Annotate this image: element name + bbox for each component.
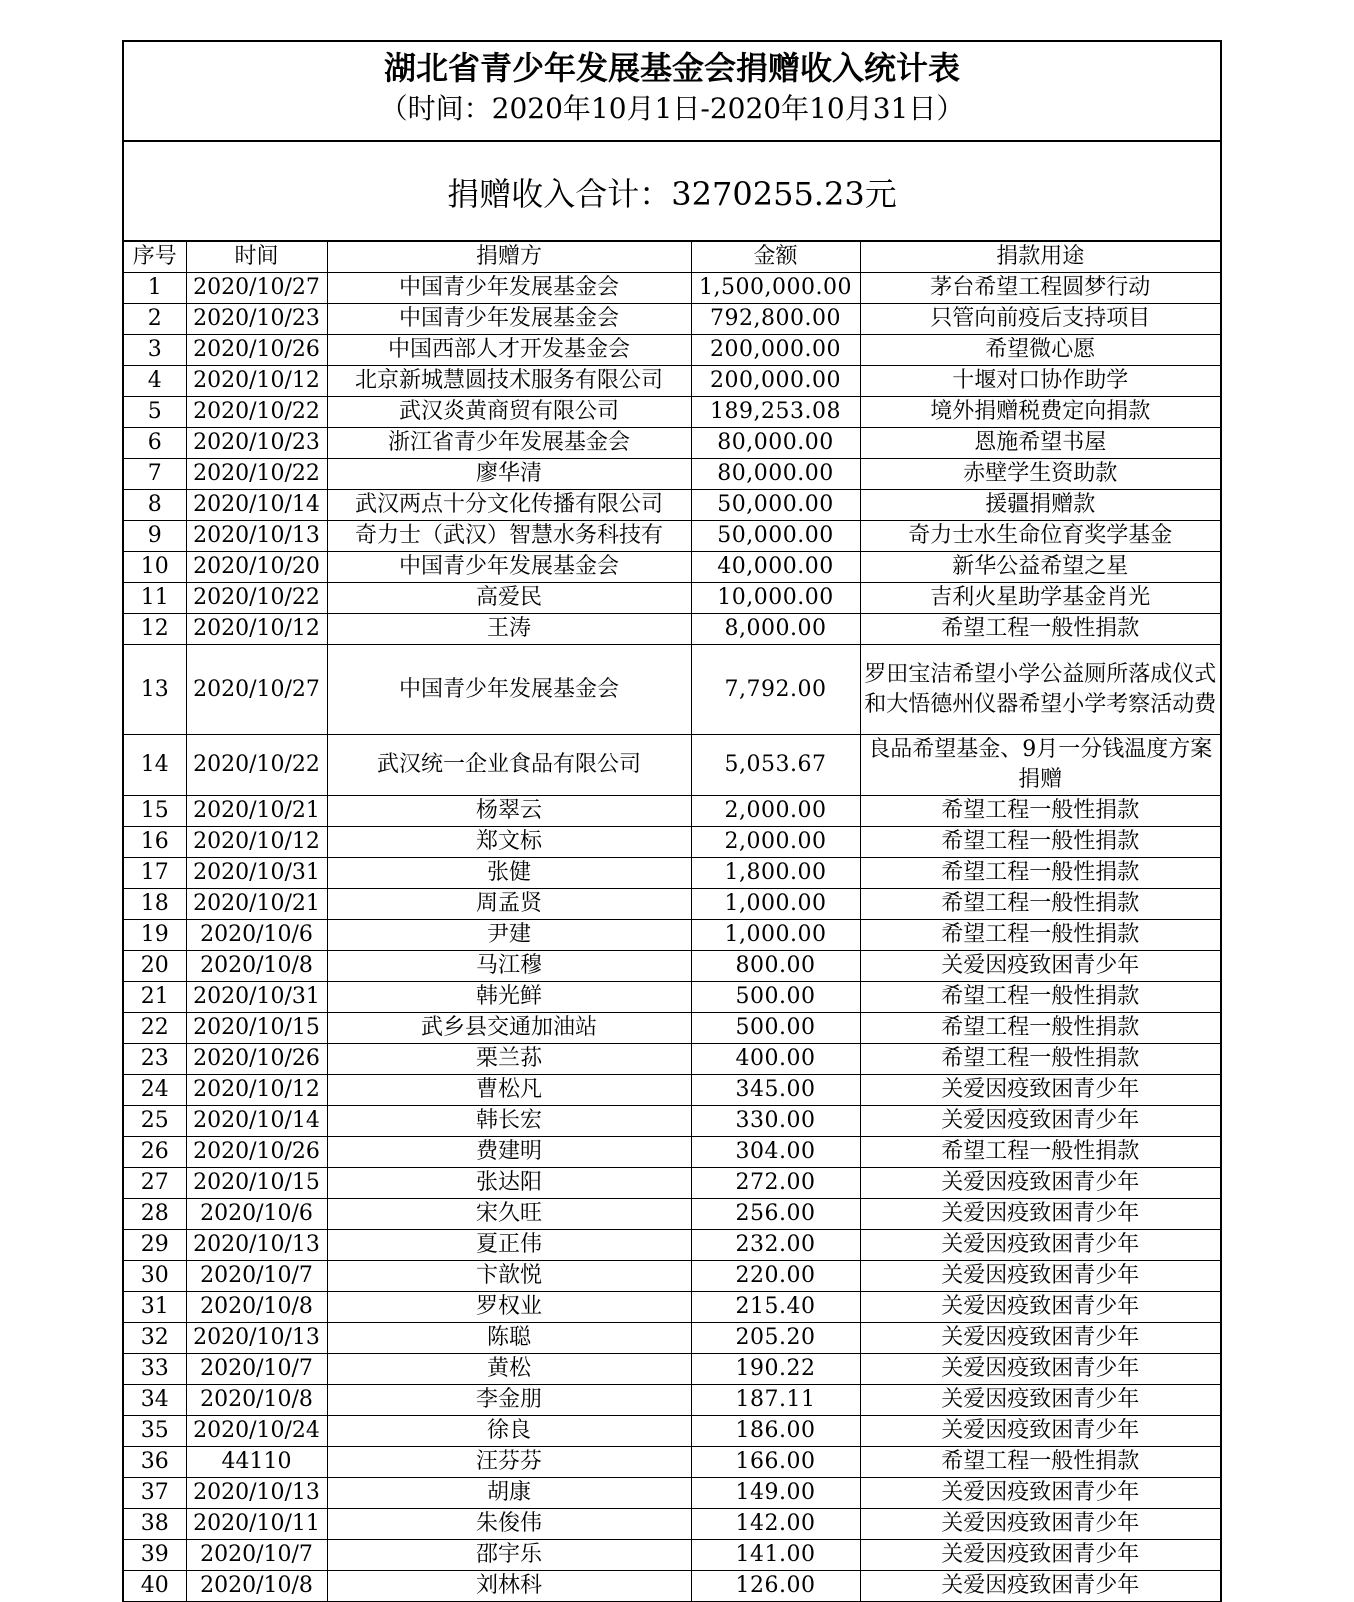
- date-cell: 2020/10/12: [186, 366, 327, 397]
- row-number-cell: 35: [124, 1416, 186, 1447]
- purpose-cell: 关爱因疫致困青少年: [860, 1230, 1220, 1261]
- date-cell: 2020/10/8: [186, 1292, 327, 1323]
- donor-cell: 中国青少年发展基金会: [327, 304, 691, 335]
- amount-cell: 8,000.00: [691, 614, 860, 645]
- row-number-cell: 38: [124, 1509, 186, 1540]
- row-number-cell: 5: [124, 397, 186, 428]
- amount-cell: 189,253.08: [691, 397, 860, 428]
- amount-cell: 304.00: [691, 1137, 860, 1168]
- amount-cell: 345.00: [691, 1075, 860, 1106]
- column-header-date: 时间: [186, 242, 327, 273]
- date-cell: 2020/10/12: [186, 614, 327, 645]
- table-row: [124, 1416, 1220, 1447]
- table-row: [124, 951, 1220, 982]
- row-number-cell: 19: [124, 920, 186, 951]
- purpose-cell: 境外捐赠税费定向捐款: [860, 397, 1220, 428]
- donor-cell: 张达阳: [327, 1168, 691, 1199]
- donor-cell: 浙江省青少年发展基金会: [327, 428, 691, 459]
- row-number-cell: 29: [124, 1230, 186, 1261]
- date-cell: 2020/10/26: [186, 1044, 327, 1075]
- donor-cell: 夏正伟: [327, 1230, 691, 1261]
- title-block: [124, 42, 1220, 142]
- row-number-cell: 12: [124, 614, 186, 645]
- date-cell: 2020/10/13: [186, 1230, 327, 1261]
- table-row: [124, 273, 1220, 304]
- row-number-cell: 6: [124, 428, 186, 459]
- amount-cell: 126.00: [691, 1571, 860, 1602]
- donor-cell: 陈聪: [327, 1323, 691, 1354]
- date-range: （时间：2020年10月1日-2020年10月31日）: [379, 92, 965, 125]
- table-row: [124, 490, 1220, 521]
- amount-cell: 142.00: [691, 1509, 860, 1540]
- row-number-cell: 30: [124, 1261, 186, 1292]
- row-number-cell: 10: [124, 552, 186, 583]
- row-number-cell: 16: [124, 827, 186, 858]
- donor-cell: 周孟贤: [327, 889, 691, 920]
- date-cell: 44110: [186, 1447, 327, 1478]
- amount-cell: 400.00: [691, 1044, 860, 1075]
- donor-cell: 中国青少年发展基金会: [327, 552, 691, 583]
- donor-cell: 徐良: [327, 1416, 691, 1447]
- donor-cell: 卞歆悦: [327, 1261, 691, 1292]
- amount-cell: 205.20: [691, 1323, 860, 1354]
- row-number-cell: 26: [124, 1137, 186, 1168]
- amount-cell: 800.00: [691, 951, 860, 982]
- date-cell: 2020/10/11: [186, 1509, 327, 1540]
- date-cell: 2020/10/12: [186, 1075, 327, 1106]
- purpose-cell: 希望微心愿: [860, 335, 1220, 366]
- table-row: [124, 1571, 1220, 1602]
- donor-cell: 韩长宏: [327, 1106, 691, 1137]
- date-cell: 2020/10/21: [186, 889, 327, 920]
- date-cell: 2020/10/6: [186, 920, 327, 951]
- purpose-cell: 关爱因疫致困青少年: [860, 1261, 1220, 1292]
- date-cell: 2020/10/15: [186, 1013, 327, 1044]
- donation-table: [124, 242, 1220, 1602]
- row-number-cell: 4: [124, 366, 186, 397]
- purpose-cell: 关爱因疫致困青少年: [860, 1323, 1220, 1354]
- row-number-cell: 13: [124, 645, 186, 735]
- purpose-cell: 十堰对口协作助学: [860, 366, 1220, 397]
- table-row: [124, 1447, 1220, 1478]
- purpose-cell: 奇力士水生命位育奖学基金: [860, 521, 1220, 552]
- row-number-cell: 11: [124, 583, 186, 614]
- row-number-cell: 9: [124, 521, 186, 552]
- date-cell: 2020/10/7: [186, 1354, 327, 1385]
- purpose-cell: 关爱因疫致困青少年: [860, 1385, 1220, 1416]
- amount-cell: 500.00: [691, 982, 860, 1013]
- table-row: [124, 645, 1220, 735]
- amount-cell: 40,000.00: [691, 552, 860, 583]
- donor-cell: 韩光鲜: [327, 982, 691, 1013]
- donor-cell: 李金朋: [327, 1385, 691, 1416]
- donor-cell: 汪芬芬: [327, 1447, 691, 1478]
- row-number-cell: 39: [124, 1540, 186, 1571]
- date-cell: 2020/10/20: [186, 552, 327, 583]
- amount-cell: 1,000.00: [691, 920, 860, 951]
- amount-cell: 256.00: [691, 1199, 860, 1230]
- table-row: [124, 1261, 1220, 1292]
- row-number-cell: 22: [124, 1013, 186, 1044]
- donor-cell: 北京新城慧圆技术服务有限公司: [327, 366, 691, 397]
- row-number-cell: 20: [124, 951, 186, 982]
- purpose-cell: 关爱因疫致困青少年: [860, 1106, 1220, 1137]
- table-row: [124, 1292, 1220, 1323]
- donor-cell: 马江穆: [327, 951, 691, 982]
- page-title: 湖北省青少年发展基金会捐赠收入统计表: [383, 49, 960, 87]
- donor-cell: 奇力士（武汉）智慧水务科技有: [327, 521, 691, 552]
- table-row: [124, 858, 1220, 889]
- table-row: [124, 1230, 1220, 1261]
- table-row: [124, 889, 1220, 920]
- date-cell: 2020/10/23: [186, 304, 327, 335]
- amount-cell: 1,000.00: [691, 889, 860, 920]
- row-number-cell: 8: [124, 490, 186, 521]
- donor-cell: 栗兰荪: [327, 1044, 691, 1075]
- table-row: [124, 1509, 1220, 1540]
- row-number-cell: 3: [124, 335, 186, 366]
- purpose-cell: 吉利火星助学基金肖光: [860, 583, 1220, 614]
- date-cell: 2020/10/7: [186, 1261, 327, 1292]
- row-number-cell: 14: [124, 735, 186, 796]
- purpose-cell: 关爱因疫致困青少年: [860, 1540, 1220, 1571]
- purpose-cell: 希望工程一般性捐款: [860, 889, 1220, 920]
- donor-cell: 胡康: [327, 1478, 691, 1509]
- purpose-cell: 希望工程一般性捐款: [860, 614, 1220, 645]
- donor-cell: 中国青少年发展基金会: [327, 273, 691, 304]
- row-number-cell: 40: [124, 1571, 186, 1602]
- purpose-cell: 希望工程一般性捐款: [860, 1447, 1220, 1478]
- row-number-cell: 7: [124, 459, 186, 490]
- column-header-no: 序号: [124, 242, 186, 273]
- donor-cell: 费建明: [327, 1137, 691, 1168]
- donation-sheet: [122, 40, 1222, 1602]
- donor-cell: 王涛: [327, 614, 691, 645]
- row-number-cell: 36: [124, 1447, 186, 1478]
- amount-cell: 7,792.00: [691, 645, 860, 735]
- purpose-cell: 赤壁学生资助款: [860, 459, 1220, 490]
- purpose-cell: 只管向前疫后支持项目: [860, 304, 1220, 335]
- table-row: [124, 397, 1220, 428]
- donor-cell: 张健: [327, 858, 691, 889]
- donor-cell: 刘林科: [327, 1571, 691, 1602]
- table-row: [124, 827, 1220, 858]
- table-row: [124, 366, 1220, 397]
- purpose-cell: 希望工程一般性捐款: [860, 1013, 1220, 1044]
- date-cell: 2020/10/22: [186, 735, 327, 796]
- table-row: [124, 459, 1220, 490]
- purpose-cell: 关爱因疫致困青少年: [860, 1168, 1220, 1199]
- table-row: [124, 796, 1220, 827]
- table-row: [124, 614, 1220, 645]
- column-header-donor: 捐赠方: [327, 242, 691, 273]
- row-number-cell: 18: [124, 889, 186, 920]
- date-cell: 2020/10/22: [186, 583, 327, 614]
- row-number-cell: 24: [124, 1075, 186, 1106]
- donor-cell: 曹松凡: [327, 1075, 691, 1106]
- date-cell: 2020/10/15: [186, 1168, 327, 1199]
- amount-cell: 200,000.00: [691, 335, 860, 366]
- table-row: [124, 521, 1220, 552]
- table-header-row: [124, 242, 1220, 273]
- amount-cell: 220.00: [691, 1261, 860, 1292]
- donor-cell: 郑文标: [327, 827, 691, 858]
- amount-cell: 149.00: [691, 1478, 860, 1509]
- amount-cell: 792,800.00: [691, 304, 860, 335]
- donor-cell: 廖华清: [327, 459, 691, 490]
- purpose-cell: 希望工程一般性捐款: [860, 796, 1220, 827]
- donor-cell: 武汉统一企业食品有限公司: [327, 735, 691, 796]
- row-number-cell: 17: [124, 858, 186, 889]
- table-row: [124, 1137, 1220, 1168]
- purpose-cell: 关爱因疫致困青少年: [860, 1075, 1220, 1106]
- table-row: [124, 1013, 1220, 1044]
- amount-cell: 50,000.00: [691, 521, 860, 552]
- date-cell: 2020/10/31: [186, 982, 327, 1013]
- column-header-purpose: 捐款用途: [860, 242, 1220, 273]
- date-cell: 2020/10/24: [186, 1416, 327, 1447]
- amount-cell: 187.11: [691, 1385, 860, 1416]
- date-cell: 2020/10/31: [186, 858, 327, 889]
- date-cell: 2020/10/8: [186, 1385, 327, 1416]
- amount-cell: 1,800.00: [691, 858, 860, 889]
- table-row: [124, 735, 1220, 796]
- amount-cell: 200,000.00: [691, 366, 860, 397]
- purpose-cell: 新华公益希望之星: [860, 552, 1220, 583]
- row-number-cell: 21: [124, 982, 186, 1013]
- amount-cell: 5,053.67: [691, 735, 860, 796]
- date-cell: 2020/10/8: [186, 951, 327, 982]
- date-cell: 2020/10/12: [186, 827, 327, 858]
- date-cell: 2020/10/13: [186, 1323, 327, 1354]
- donor-cell: 中国青少年发展基金会: [327, 645, 691, 735]
- table-row: [124, 304, 1220, 335]
- row-number-cell: 2: [124, 304, 186, 335]
- row-number-cell: 27: [124, 1168, 186, 1199]
- date-cell: 2020/10/6: [186, 1199, 327, 1230]
- table-row: [124, 1478, 1220, 1509]
- donor-cell: 中国西部人才开发基金会: [327, 335, 691, 366]
- table-row: [124, 920, 1220, 951]
- purpose-cell: 关爱因疫致困青少年: [860, 951, 1220, 982]
- table-row: [124, 1354, 1220, 1385]
- date-cell: 2020/10/22: [186, 397, 327, 428]
- date-cell: 2020/10/14: [186, 490, 327, 521]
- purpose-cell: 希望工程一般性捐款: [860, 982, 1220, 1013]
- row-number-cell: 1: [124, 273, 186, 304]
- donation-total: 捐赠收入合计：3270255.23元: [124, 142, 1220, 242]
- donor-cell: 尹建: [327, 920, 691, 951]
- row-number-cell: 33: [124, 1354, 186, 1385]
- row-number-cell: 31: [124, 1292, 186, 1323]
- table-row: [124, 1540, 1220, 1571]
- donor-cell: 黄松: [327, 1354, 691, 1385]
- date-cell: 2020/10/27: [186, 273, 327, 304]
- table-row: [124, 1106, 1220, 1137]
- table-row: [124, 552, 1220, 583]
- amount-cell: 215.40: [691, 1292, 860, 1323]
- donor-cell: 朱俊伟: [327, 1509, 691, 1540]
- donor-cell: 罗权业: [327, 1292, 691, 1323]
- purpose-cell: 关爱因疫致困青少年: [860, 1571, 1220, 1602]
- table-body: [124, 273, 1220, 1602]
- purpose-cell: 援疆捐赠款: [860, 490, 1220, 521]
- donor-cell: 杨翠云: [327, 796, 691, 827]
- purpose-cell: 希望工程一般性捐款: [860, 920, 1220, 951]
- donor-cell: 武汉炎黄商贸有限公司: [327, 397, 691, 428]
- purpose-cell: 良品希望基金、9月一分钱温度方案捐赠: [860, 735, 1220, 796]
- table-row: [124, 335, 1220, 366]
- amount-cell: 50,000.00: [691, 490, 860, 521]
- amount-cell: 330.00: [691, 1106, 860, 1137]
- date-cell: 2020/10/22: [186, 459, 327, 490]
- amount-cell: 2,000.00: [691, 796, 860, 827]
- purpose-cell: 罗田宝洁希望小学公益厕所落成仪式和大悟德州仪器希望小学考察活动费: [860, 645, 1220, 735]
- date-cell: 2020/10/13: [186, 521, 327, 552]
- date-cell: 2020/10/7: [186, 1540, 327, 1571]
- amount-cell: 80,000.00: [691, 428, 860, 459]
- donor-cell: 高爱民: [327, 583, 691, 614]
- table-row: [124, 1385, 1220, 1416]
- amount-cell: 232.00: [691, 1230, 860, 1261]
- date-cell: 2020/10/27: [186, 645, 327, 735]
- row-number-cell: 37: [124, 1478, 186, 1509]
- purpose-cell: 希望工程一般性捐款: [860, 827, 1220, 858]
- amount-cell: 166.00: [691, 1447, 860, 1478]
- amount-cell: 10,000.00: [691, 583, 860, 614]
- date-cell: 2020/10/14: [186, 1106, 327, 1137]
- row-number-cell: 25: [124, 1106, 186, 1137]
- date-cell: 2020/10/26: [186, 1137, 327, 1168]
- table-row: [124, 982, 1220, 1013]
- column-header-amount: 金额: [691, 242, 860, 273]
- date-cell: 2020/10/26: [186, 335, 327, 366]
- donor-cell: 武汉两点十分文化传播有限公司: [327, 490, 691, 521]
- amount-cell: 1,500,000.00: [691, 273, 860, 304]
- donor-cell: 宋久旺: [327, 1199, 691, 1230]
- purpose-cell: 茅台希望工程圆梦行动: [860, 273, 1220, 304]
- purpose-cell: 关爱因疫致困青少年: [860, 1292, 1220, 1323]
- row-number-cell: 23: [124, 1044, 186, 1075]
- purpose-cell: 关爱因疫致困青少年: [860, 1509, 1220, 1540]
- purpose-cell: 关爱因疫致困青少年: [860, 1354, 1220, 1385]
- date-cell: 2020/10/8: [186, 1571, 327, 1602]
- purpose-cell: 恩施希望书屋: [860, 428, 1220, 459]
- date-cell: 2020/10/21: [186, 796, 327, 827]
- amount-cell: 2,000.00: [691, 827, 860, 858]
- table-row: [124, 1044, 1220, 1075]
- amount-cell: 80,000.00: [691, 459, 860, 490]
- table-row: [124, 583, 1220, 614]
- donor-cell: 武乡县交通加油站: [327, 1013, 691, 1044]
- purpose-cell: 希望工程一般性捐款: [860, 1137, 1220, 1168]
- row-number-cell: 28: [124, 1199, 186, 1230]
- date-cell: 2020/10/13: [186, 1478, 327, 1509]
- amount-cell: 500.00: [691, 1013, 860, 1044]
- purpose-cell: 关爱因疫致困青少年: [860, 1478, 1220, 1509]
- purpose-cell: 希望工程一般性捐款: [860, 858, 1220, 889]
- amount-cell: 186.00: [691, 1416, 860, 1447]
- table-row: [124, 1199, 1220, 1230]
- table-row: [124, 1075, 1220, 1106]
- amount-cell: 190.22: [691, 1354, 860, 1385]
- row-number-cell: 32: [124, 1323, 186, 1354]
- row-number-cell: 15: [124, 796, 186, 827]
- row-number-cell: 34: [124, 1385, 186, 1416]
- date-cell: 2020/10/23: [186, 428, 327, 459]
- purpose-cell: 希望工程一般性捐款: [860, 1044, 1220, 1075]
- table-row: [124, 1323, 1220, 1354]
- purpose-cell: 关爱因疫致困青少年: [860, 1416, 1220, 1447]
- table-row: [124, 1168, 1220, 1199]
- table-row: [124, 428, 1220, 459]
- donor-cell: 邵宇乐: [327, 1540, 691, 1571]
- amount-cell: 272.00: [691, 1168, 860, 1199]
- purpose-cell: 关爱因疫致困青少年: [860, 1199, 1220, 1230]
- amount-cell: 141.00: [691, 1540, 860, 1571]
